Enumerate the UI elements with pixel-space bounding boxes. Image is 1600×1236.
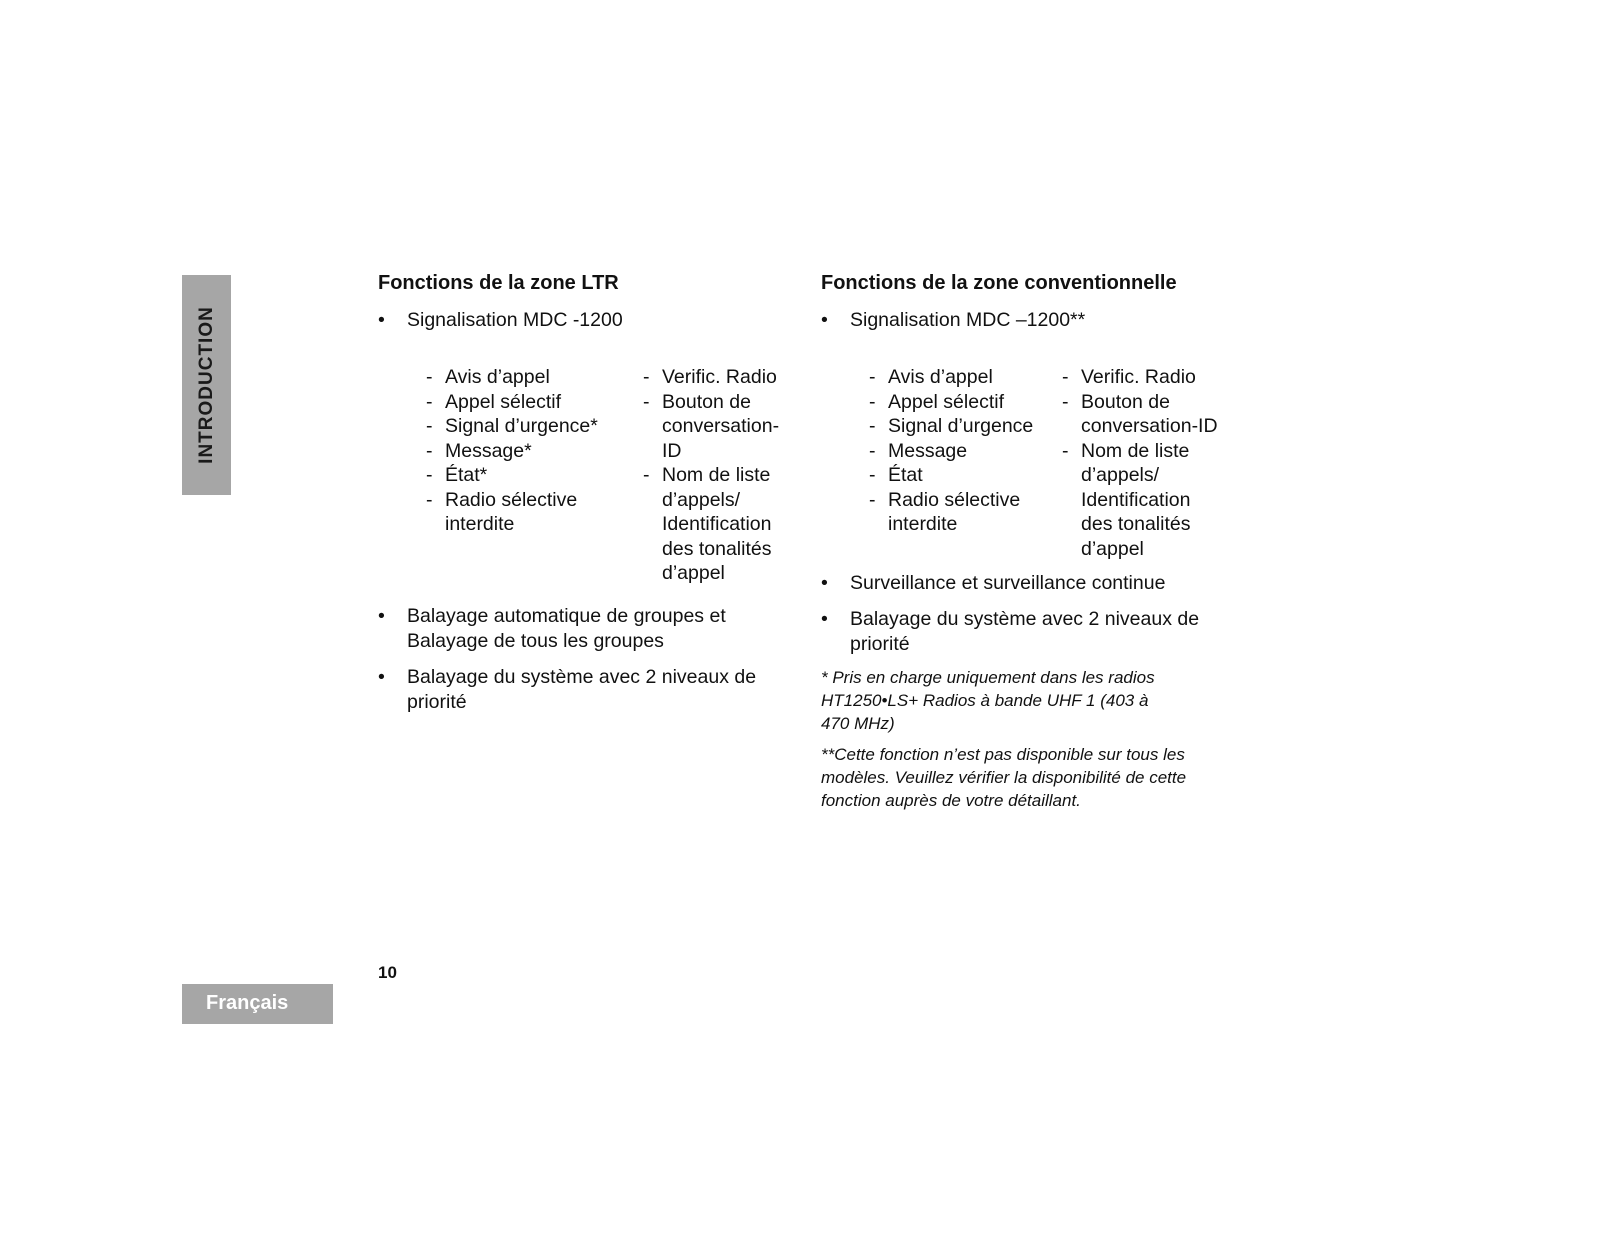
list-item: - Bouton de conversation-ID: [643, 390, 780, 462]
list-item: - Radio sélective interdite: [869, 488, 1021, 535]
list-item: - Nom de liste d’appels/ Identification des tonalités d’appel: [643, 464, 772, 584]
list-item: - Verific. Radio: [1062, 366, 1196, 388]
ltr-sublist-right: [643, 365, 791, 586]
conv-sublist: [869, 365, 1241, 561]
list-item: - État: [869, 464, 923, 486]
list-item: - Verific. Radio: [643, 366, 777, 388]
list-item: - Avis d’appel: [869, 366, 993, 388]
section-tab-introduction: [182, 275, 231, 495]
ltr-bullet-system-scan: • Balayage du système avec 2 niveaux de priorité: [378, 665, 757, 713]
conv-bullet-system-scan: • Balayage du système avec 2 niveaux de priorité: [821, 608, 1200, 655]
footnote-availability: **Cette fonction n’est pas disponible sur tous les modèles. Veuillez vérifier la disponibilité de cette fonction auprès de votre détaillant.: [821, 745, 1187, 810]
language-tab: Français: [182, 984, 333, 1024]
list-item: - Message*: [426, 439, 532, 462]
list-item: - Message: [869, 439, 968, 462]
list-item: - Radio sélective interdite: [426, 488, 578, 535]
ltr-sublist: [426, 365, 798, 586]
list-item: - Nom de liste d’appels/ Identification des tonalités d’appel: [1062, 439, 1191, 560]
conv-sublist-left: [869, 365, 1062, 561]
list-item: - Appel sélectif: [426, 390, 561, 413]
list-item: - Bouton de conversation-ID: [1062, 390, 1218, 437]
conv-bullet-monitoring: • Surveillance et surveillance continue: [821, 572, 1166, 594]
conventional-column: [821, 270, 1241, 812]
conventional-heading: Fonctions de la zone conventionnelle: [821, 272, 1177, 294]
list-item: - Signal d’urgence*: [426, 415, 598, 437]
section-tab-label: INTRODUCTION: [195, 306, 217, 464]
ltr-sublist-left: [426, 365, 643, 586]
ltr-column: [378, 270, 798, 715]
ltr-bullet-group-scan: • Balayage automatique de groupes et Balayage de tous les groupes: [378, 604, 726, 652]
conv-sublist-right: [1062, 365, 1237, 561]
conv-bullet-signalling: • Signalisation MDC –1200**: [821, 309, 1086, 331]
ltr-bullet-signalling: • Signalisation MDC -1200: [378, 309, 623, 331]
list-item: - Appel sélectif: [869, 390, 1004, 413]
list-item: - Signal d’urgence: [869, 415, 1034, 437]
footnote-uhf: * Pris en charge uniquement dans les radios HT1250•LS+ Radios à bande UHF 1 (403 à 470 MHz): [821, 668, 1155, 733]
list-item: - État*: [426, 464, 488, 486]
list-item: - Avis d’appel: [426, 366, 550, 388]
page-number: 10: [378, 963, 397, 982]
ltr-heading: Fonctions de la zone LTR: [378, 272, 619, 294]
